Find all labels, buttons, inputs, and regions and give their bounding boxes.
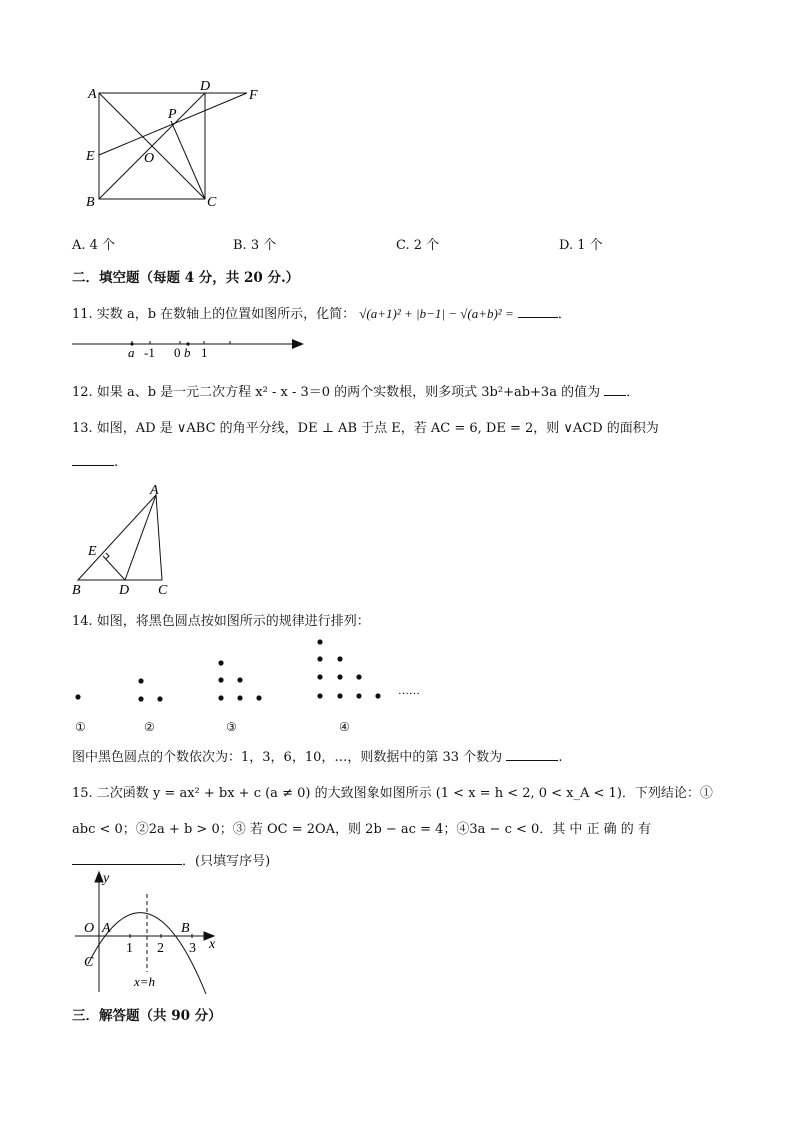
tri-label-A: A bbox=[150, 483, 159, 498]
dot bbox=[218, 695, 223, 700]
q12-blank bbox=[604, 383, 626, 396]
dot bbox=[356, 674, 361, 679]
dot bbox=[356, 693, 361, 698]
dot bbox=[256, 695, 261, 700]
number-line bbox=[70, 334, 310, 360]
caption-3: ③ bbox=[226, 720, 237, 734]
q15-line3 bbox=[72, 850, 270, 869]
nl-label-a: a bbox=[128, 345, 135, 360]
q12-line bbox=[72, 381, 639, 400]
dot bbox=[337, 674, 342, 679]
caption-4: ④ bbox=[339, 720, 350, 734]
q14-text: 14. 如图，将黑色圆点按如图所示的规律进行排列： bbox=[72, 614, 370, 629]
dot bbox=[317, 674, 322, 679]
dot bbox=[138, 678, 143, 683]
dots-ellipsis: …… bbox=[398, 685, 420, 697]
q13-suffix: . bbox=[114, 455, 119, 470]
graph-label-A: A bbox=[102, 921, 111, 936]
dot bbox=[237, 677, 242, 682]
segment-ad bbox=[125, 495, 156, 580]
q15-blank bbox=[72, 852, 182, 865]
label-E: E bbox=[86, 149, 95, 164]
dot bbox=[337, 693, 342, 698]
y-arrow-icon bbox=[95, 872, 103, 882]
dot bbox=[317, 656, 322, 661]
label-C: C bbox=[207, 195, 217, 210]
choice-b: B. 3 个 bbox=[233, 238, 277, 253]
choice-a: A. 4 个 bbox=[72, 238, 116, 253]
q14-text2: 图中黑色圆点的个数依次为：1，3，6，10，…，则数据中的第 33 个数为 bbox=[72, 750, 503, 765]
section2-title: 二．填空题（每题 4 分，共 20 分.） bbox=[72, 270, 300, 286]
dot bbox=[317, 693, 322, 698]
segment-ef bbox=[99, 93, 247, 155]
nl-label-m1: -1 bbox=[144, 345, 155, 360]
tri-label-D: D bbox=[119, 583, 130, 598]
tri-label-C: C bbox=[158, 583, 168, 598]
triangle-figure bbox=[70, 480, 180, 600]
q11-blank bbox=[518, 305, 558, 318]
segment-de bbox=[103, 556, 125, 580]
q11-prefix: 11. 实数 a，b 在数轴上的位置如图所示，化简： bbox=[72, 307, 356, 322]
q12-suffix: ． bbox=[626, 385, 640, 400]
choice-d: D. 1 个 bbox=[559, 238, 603, 253]
q15-line2: abc < 0；②2a + b > 0；③ 若 OC = 2OA，则 2b − ac = 4；④3a − c < 0．其 中 正 确 的 有 bbox=[72, 822, 651, 837]
arrow-icon bbox=[292, 339, 304, 349]
label-B: B bbox=[86, 195, 95, 210]
q13-line: 13. 如图，AD 是 ∨ABC 的角平分线，DE ⊥ AB 于点 E，若 AC = 6, DE = 2，则 ∨ACD 的面积为 bbox=[72, 421, 659, 436]
dot bbox=[375, 693, 380, 698]
nl-label-zero: 0 bbox=[174, 345, 181, 360]
graph-label-h: x=h bbox=[134, 974, 156, 989]
dot bbox=[237, 695, 242, 700]
caption-1: ① bbox=[75, 720, 86, 734]
tri-label-B: B bbox=[72, 583, 81, 598]
label-D: D bbox=[200, 80, 211, 94]
label-A: A bbox=[88, 87, 97, 102]
label-P: P bbox=[168, 107, 177, 122]
caption-2: ② bbox=[144, 720, 155, 734]
right-angle-mark bbox=[106, 553, 109, 559]
q11-line bbox=[72, 303, 571, 322]
dot bbox=[337, 656, 342, 661]
nl-label-b: b bbox=[184, 345, 191, 360]
q15-line1: 15. 二次函数 y = ax² + bx + c (a ≠ 0) 的大致图象如图所示 (1 < x = h < 2, 0 < x_A < 1)．下列结论：① bbox=[72, 786, 713, 801]
dot bbox=[75, 694, 80, 699]
dot bbox=[157, 696, 162, 701]
choice-c: C. 2 个 bbox=[396, 238, 440, 253]
q13-line2 bbox=[72, 453, 118, 470]
graph-label-C: C bbox=[84, 955, 94, 970]
q15-suffix: ．(只填写序号) bbox=[182, 854, 271, 869]
q14-suffix: . bbox=[558, 750, 563, 765]
label-F: F bbox=[249, 88, 258, 103]
square-figure bbox=[80, 80, 270, 210]
q11-suffix: ． bbox=[557, 307, 571, 322]
dot bbox=[218, 660, 223, 665]
parabola-graph bbox=[70, 868, 230, 998]
section3-title: 三．解答题（共 90 分） bbox=[72, 1008, 222, 1024]
q11-expression: √(a+1)² + |b−1| − √(a+b)² = bbox=[359, 306, 514, 321]
tri-label-E: E bbox=[88, 544, 97, 559]
dot bbox=[317, 639, 322, 644]
triangle-abc bbox=[78, 495, 162, 580]
graph-label-x: x bbox=[209, 937, 216, 952]
dot-pattern-figure bbox=[70, 632, 430, 712]
dot bbox=[218, 677, 223, 682]
graph-label-O: O bbox=[84, 921, 95, 936]
graph-tick-3: 3 bbox=[189, 941, 196, 956]
nl-label-one: 1 bbox=[201, 345, 208, 360]
q13-blank bbox=[72, 453, 114, 466]
graph-label-y: y bbox=[103, 871, 110, 886]
dot bbox=[138, 696, 143, 701]
graph-label-B: B bbox=[181, 921, 190, 936]
label-O: O bbox=[144, 151, 155, 166]
graph-tick-2: 2 bbox=[157, 941, 164, 956]
graph-tick-1: 1 bbox=[126, 941, 133, 956]
q14-blank bbox=[506, 748, 558, 761]
segment-pc bbox=[171, 121, 205, 199]
q12-text: 12. 如果 a、b 是一元二次方程 x² - x - 3＝0 的两个实数根，则多项式 3b²+ab+3a 的值为 bbox=[72, 385, 601, 400]
q14-line2 bbox=[72, 746, 562, 765]
